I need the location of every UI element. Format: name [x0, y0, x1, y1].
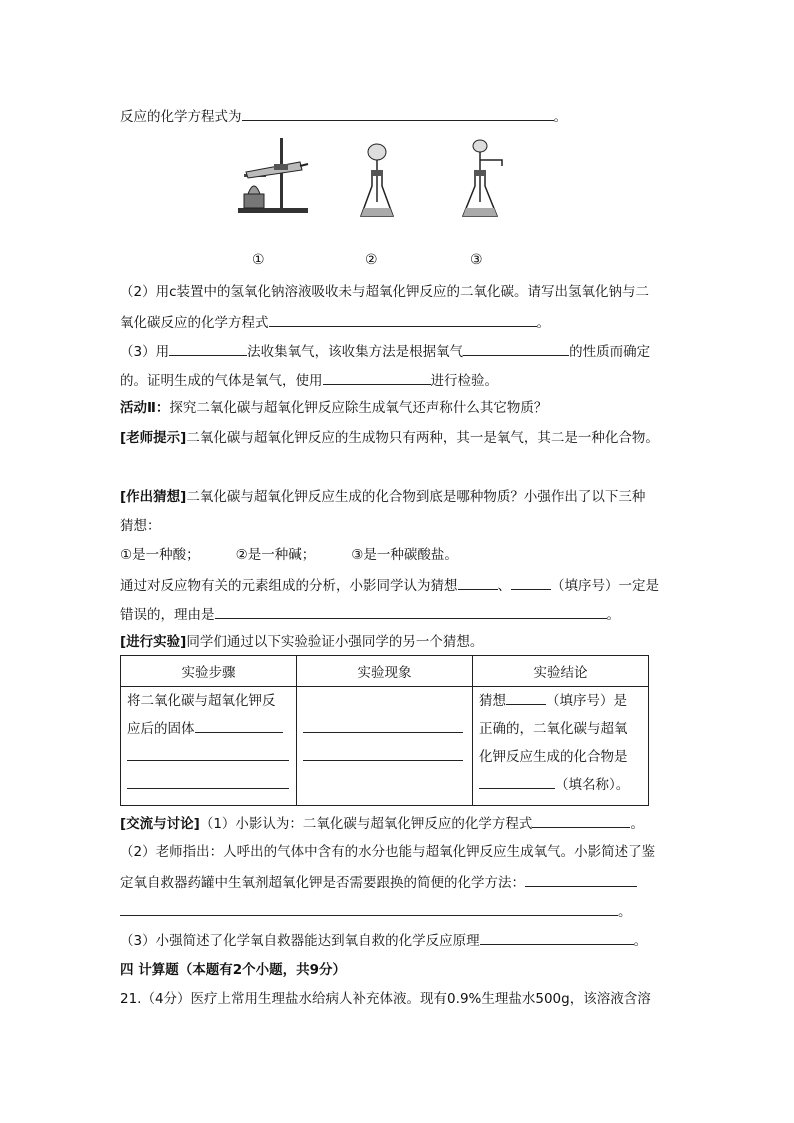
teacher-hint: [老师提示]二氧化碳与超氧化钾反应的生成物只有两种，其一是氧气，其二是一种化合物。 — [120, 430, 659, 446]
flask-funnel-diagram — [357, 140, 397, 220]
answer-blank[interactable] — [215, 604, 607, 619]
discussion-2-line2: 定氧自救器药罐中生氧剂超氧化钾是否需要跟换的简便的化学方法： — [120, 872, 637, 893]
experiment-intro: [进行实验]同学们通过以下实验验证小强同学的另一个猜想。 — [120, 634, 484, 650]
answer-blank[interactable] — [511, 575, 551, 590]
q2-line2: 氧化碳反应的化学方程式 。 — [120, 312, 550, 333]
discussion-2-line3: 。 — [120, 901, 632, 922]
heating-apparatus-diagram — [234, 134, 314, 216]
q2-line1: （2）用c装置中的氢氧化钠溶液吸收未与超氧化钾反应的二氧化碳。请写出氢氧化钠与二 — [120, 284, 650, 300]
answer-blank[interactable] — [480, 930, 634, 945]
hypothesis-options: ①是一种酸； ②是一种碱； ③是一种碳酸盐。 — [120, 547, 458, 563]
answer-blank[interactable] — [479, 774, 555, 789]
header-steps: 实验步骤 — [121, 656, 297, 687]
analysis-line1: 通过对反应物有关的元素组成的分析，小影同学认为猜想 、 （填序号）一定是 — [120, 575, 659, 596]
answer-blank[interactable] — [525, 872, 637, 887]
answer-blank[interactable] — [458, 575, 498, 590]
section-4-title: 四 计算题（本题有2个小题，共9分） — [120, 962, 346, 978]
answer-blank[interactable] — [303, 718, 463, 733]
q1-equation-line: 反应的化学方程式为 。 — [120, 106, 567, 127]
answer-blank[interactable] — [532, 813, 630, 828]
discussion-line1: [交流与讨论]（1）小影认为：二氧化碳与超氧化钾反应的化学方程式 。 — [120, 813, 644, 834]
header-phenomenon: 实验现象 — [297, 656, 473, 687]
discussion-2-line1: （2）老师指出：人呼出的气体中含有的水分也能与超氧化钾反应生成氧气。小影简述了鉴 — [120, 844, 656, 860]
answer-blank[interactable] — [120, 901, 618, 916]
hypothesis-line2: 猜想： — [120, 518, 161, 534]
answer-blank[interactable] — [242, 106, 554, 121]
answer-blank[interactable] — [195, 718, 283, 733]
figure-label-2: ② — [365, 252, 378, 268]
experiment-table — [120, 655, 649, 806]
answer-blank[interactable] — [127, 746, 289, 761]
answer-blank[interactable] — [506, 690, 546, 705]
discussion-3: （3）小强简述了化学氧自救器能达到氧自救的化学反应原理 。 — [120, 930, 647, 951]
cell-phenomenon — [297, 687, 473, 806]
figure-label-1: ① — [252, 252, 265, 268]
answer-blank[interactable] — [303, 746, 463, 761]
header-conclusion: 实验结论 — [473, 656, 649, 687]
answer-blank[interactable] — [127, 774, 289, 789]
activity2: 活动Ⅱ：探究二氧化碳与超氧化钾反应除生成氧气还声称什么其它物质？ — [120, 400, 548, 416]
answer-blank[interactable] — [169, 341, 247, 356]
q3-line2: 的。证明生成的气体是氧气，使用 进行检验。 — [120, 370, 498, 391]
answer-blank[interactable] — [323, 370, 431, 385]
q3-line1: （3）用 法收集氧气，该收集方法是根据氧气 的性质而确定 — [120, 341, 650, 362]
question-21: 21.（4分）医疗上常用生理盐水给病人补充体液。现有0.9%生理盐水500g，该溶液含溶 — [120, 991, 651, 1007]
analysis-line2: 错误的，理由是 。 — [120, 604, 620, 625]
answer-blank[interactable] — [463, 341, 569, 356]
hypothesis-line1: [作出猜想]二氧化碳与超氧化钾反应生成的化合物到底是哪种物质？小强作出了以下三种 — [120, 489, 646, 505]
answer-blank[interactable] — [269, 312, 537, 327]
figure-label-3: ③ — [470, 252, 483, 268]
flask-side-tube-diagram — [458, 136, 506, 220]
cell-conclusion: 猜想 （填序号）是 正确的，二氧化碳与超氧 化钾反应生成的化合物是 （填名称）。 — [473, 687, 649, 806]
cell-steps: 将二氧化碳与超氧化钾反 应后的固体 — [121, 687, 297, 806]
